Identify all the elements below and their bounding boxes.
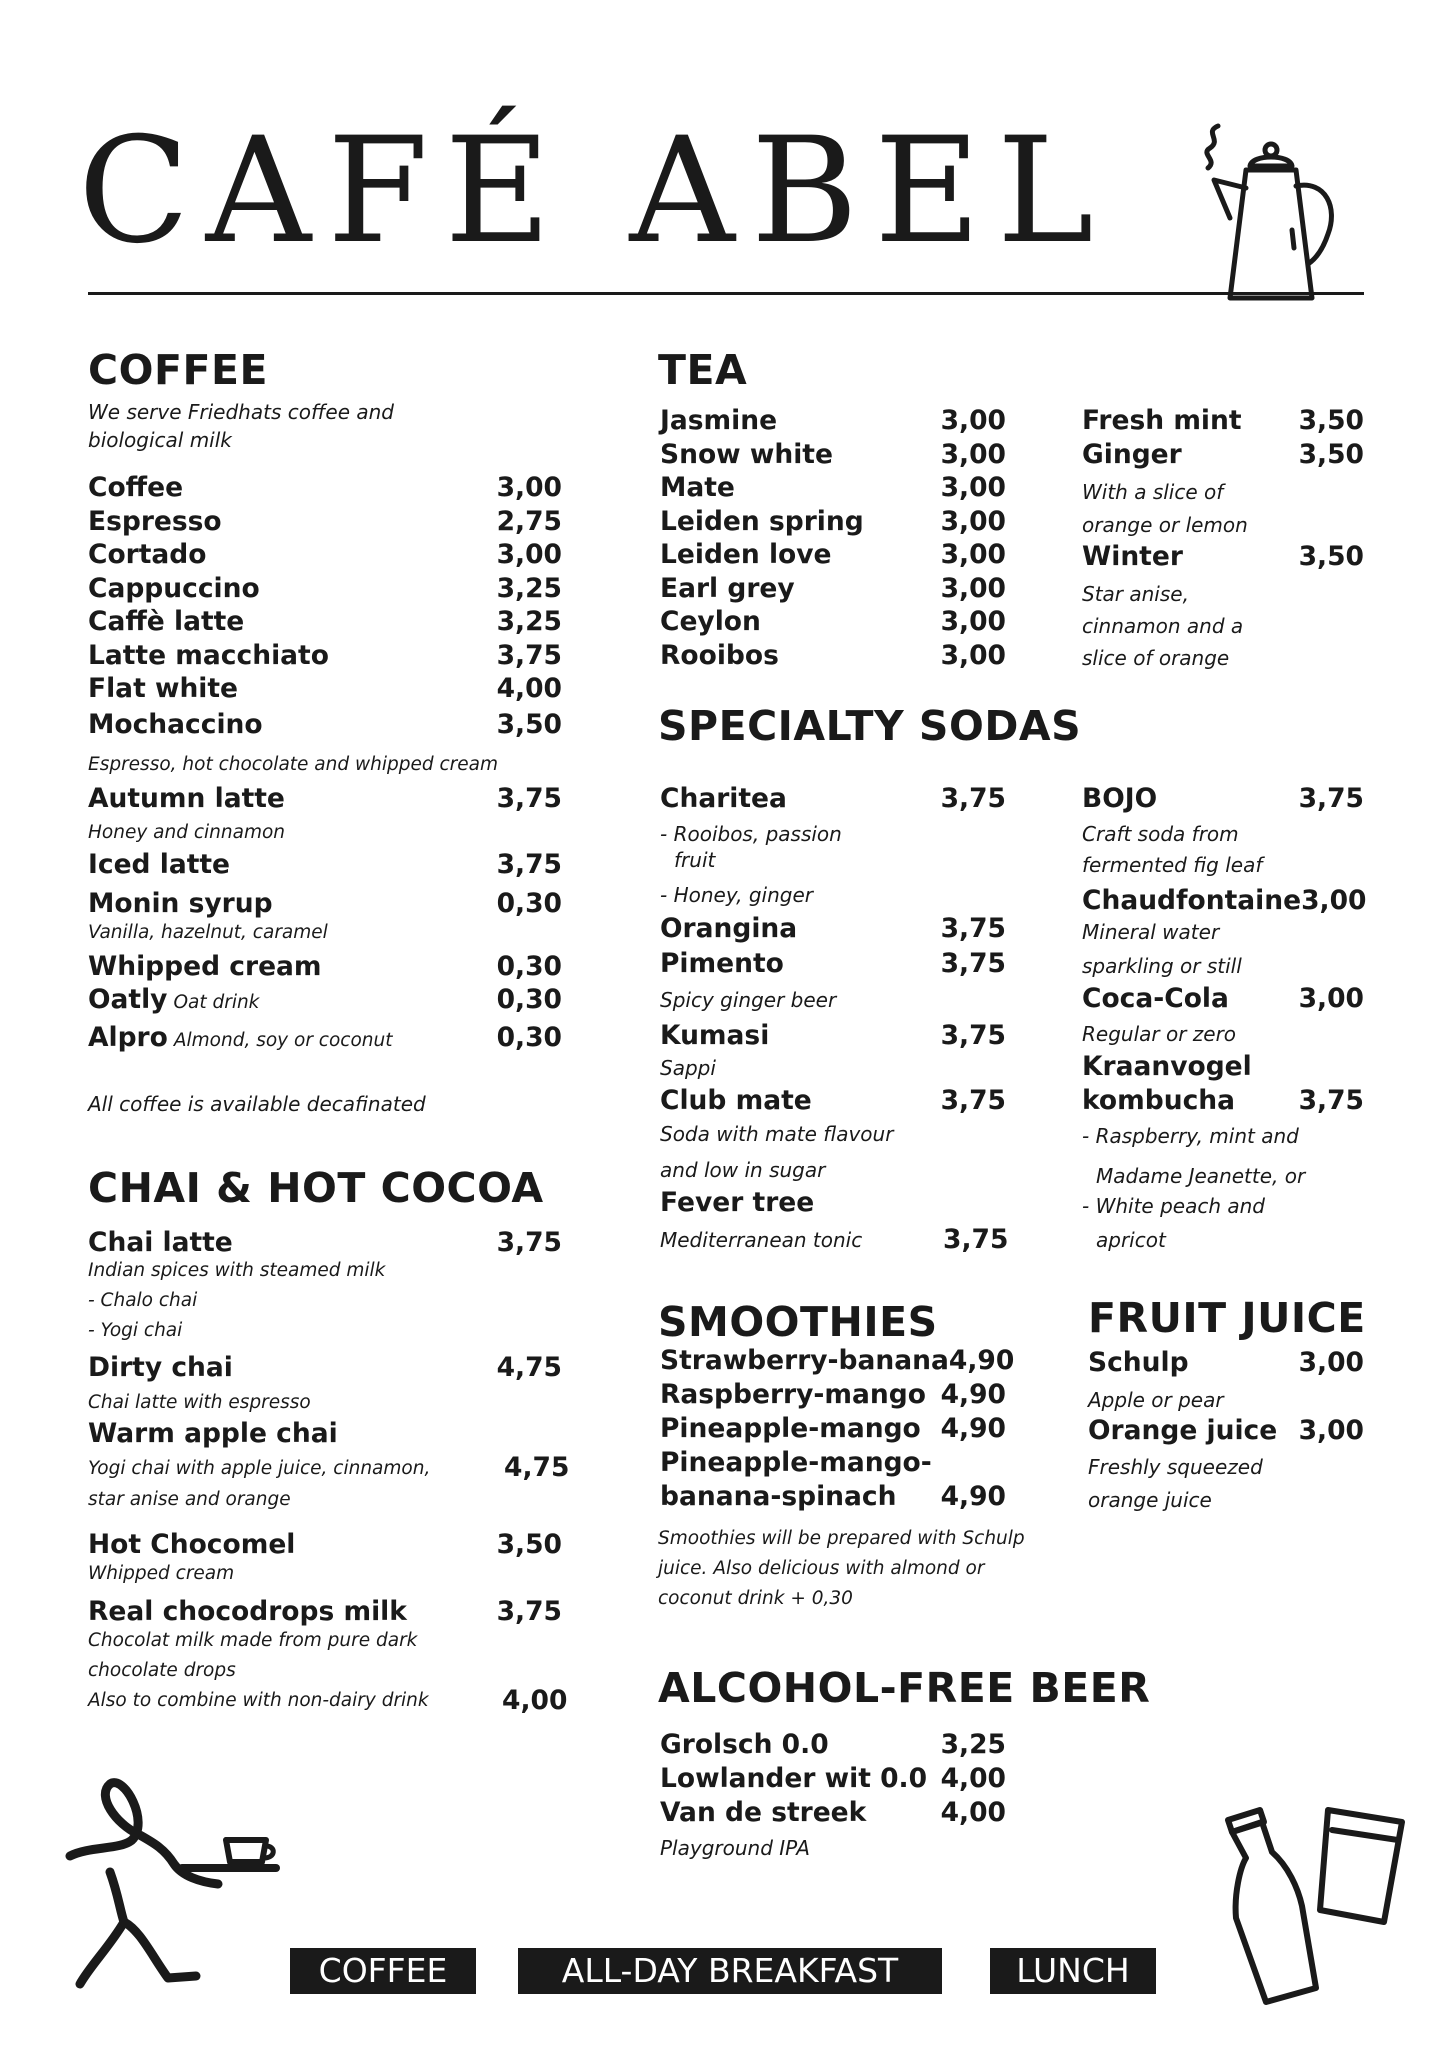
item-description: Vanilla, hazelnut, caramel (88, 922, 328, 943)
menu-item: Oatly Oat drink 0,30 (88, 984, 562, 1015)
juice-heading: FRUIT JUICE (1088, 1294, 1366, 1342)
menu-item: Monin syrup 0,30 (88, 888, 562, 919)
menu-item: Coca-Cola 3,00 (1082, 983, 1364, 1014)
menu-item: Mate 3,00 (660, 472, 1006, 503)
item-description: Yogi chai with apple juice, cinnamon, (88, 1458, 431, 1479)
menu-item: Fever tree (660, 1187, 815, 1218)
menu-item: banana-spinach 4,90 (660, 1481, 1006, 1512)
menu-item: Kumasi 3,75 (660, 1020, 1006, 1051)
item-description: cinnamon and a (1082, 614, 1244, 638)
smoothies-list (660, 1345, 1015, 1450)
sodas-heading: SPECIALTY SODAS (658, 702, 1082, 750)
menu-item: Chaudfontaine 3,00 (1082, 885, 1367, 916)
item-option: - Yogi chai (88, 1320, 183, 1341)
menu-item: Autumn latte 3,75 (88, 783, 562, 814)
menu-item: Cappuccino 3,25 (88, 572, 562, 604)
footer-breakfast-tab[interactable]: ALL-DAY BREAKFAST (518, 1948, 942, 1994)
decaf-note: All coffee is available decafinated (88, 1092, 426, 1116)
menu-item: Coffee 3,00 (88, 472, 562, 503)
item-description: Whipped cream (88, 1563, 235, 1584)
item-description: With a slice of (1082, 480, 1224, 504)
menu-item: Mochaccino 3,50 (88, 709, 562, 740)
menu-item: Club mate 3,75 (660, 1085, 1006, 1116)
menu-item: Espresso 2,75 (88, 505, 562, 537)
coffee-intro: biological milk (88, 428, 232, 452)
glass-icon (1310, 1800, 1410, 1930)
item-description: Star anise, (1082, 582, 1189, 606)
menu-item: Hot Chocomel 3,50 (88, 1529, 562, 1560)
menu-item: Strawberry-banana 4,90 (660, 1345, 1015, 1376)
menu-item: Pineapple-mango 4,90 (660, 1413, 1006, 1444)
menu-item: Alpro Almond, soy or coconut 0,30 (88, 1022, 562, 1053)
smoothies-note: Smoothies will be prepared with Schulp (658, 1528, 1025, 1549)
footer-coffee-tab[interactable]: COFFEE (290, 1948, 476, 1994)
menu-item: Latte macchiato 3,75 (88, 639, 562, 671)
menu-item: Orangina 3,75 (660, 913, 1006, 944)
item-description: Chocolat milk made from pure dark (88, 1630, 418, 1651)
menu-item: Chai latte 3,75 (88, 1227, 562, 1258)
item-description: Espresso, hot chocolate and whipped cream (88, 754, 498, 775)
menu-item: Jasmine 3,00 (660, 405, 1006, 436)
item-description: Craft soda from (1082, 822, 1239, 846)
item-option: fruit (674, 848, 716, 872)
menu-item: Flat white 4,00 (88, 673, 562, 704)
item-price: 4,75 (504, 1452, 570, 1483)
item-option: apricot (1096, 1228, 1166, 1252)
menu-item: kombucha 3,75 (1082, 1085, 1364, 1116)
item-description: Spicy ginger beer (660, 988, 837, 1012)
smoothies-note: coconut drink + 0,30 (658, 1588, 853, 1609)
item-option: - White peach and (1082, 1194, 1265, 1218)
menu-item: Caffè latte 3,25 (88, 606, 562, 637)
menu-item: Real chocodrops milk 3,75 (88, 1596, 562, 1627)
item-description: Indian spices with steamed milk (88, 1260, 386, 1281)
coffee-intro: We serve Friedhats coffee and (88, 400, 394, 424)
running-waiter-icon (40, 1760, 290, 1996)
item-price: 4,00 (502, 1685, 568, 1716)
menu-item: Pimento 3,75 (660, 948, 1006, 979)
item-description: Regular or zero (1082, 1022, 1237, 1046)
menu-item: BOJO 3,75 (1082, 783, 1364, 814)
coffee-list (88, 472, 562, 746)
item-description: Mediterranean tonic (660, 1228, 863, 1252)
menu-item: Rooibos 3,00 (660, 639, 1006, 671)
menu-item: Lowlander wit 0.0 4,00 (660, 1763, 1006, 1794)
menu-item: Schulp 3,00 (1088, 1347, 1364, 1378)
item-price: 3,75 (943, 1224, 1009, 1255)
item-description: star anise and orange (88, 1489, 291, 1510)
item-description: chocolate drops (88, 1660, 236, 1681)
item-option: - Rooibos, passion (660, 822, 842, 846)
menu-item: Ginger 3,50 (1082, 439, 1364, 470)
coffee-pot-icon (1196, 118, 1346, 318)
coffee-heading: COFFEE (88, 346, 268, 394)
item-description: Playground IPA (660, 1836, 810, 1860)
item-option: - Chalo chai (88, 1290, 198, 1311)
item-description: Freshly squeezed (1088, 1455, 1263, 1479)
item-option: Madame Jeanette, or (1096, 1164, 1306, 1188)
tea-heading: TEA (658, 346, 748, 394)
item-description: Apple or pear (1088, 1388, 1224, 1412)
menu-item: Charitea 3,75 (660, 783, 1006, 814)
item-description: Also to combine with non-dairy drink (88, 1690, 429, 1711)
beer-heading: ALCOHOL-FREE BEER (658, 1664, 1151, 1712)
menu-item: Warm apple chai (88, 1418, 338, 1449)
item-option: - Raspberry, mint and (1082, 1124, 1299, 1148)
menu-item: Cortado 3,00 (88, 539, 562, 570)
item-description: Chai latte with espresso (88, 1392, 311, 1413)
smoothies-note: juice. Also delicious with almond or (658, 1558, 985, 1579)
item-description: Mineral water (1082, 920, 1220, 944)
menu-item: Leiden spring 3,00 (660, 505, 1006, 537)
item-description: fermented fig leaf (1082, 853, 1263, 877)
menu-item: Leiden love 3,00 (660, 539, 1006, 570)
item-description: slice of orange (1082, 646, 1230, 670)
beer-list (660, 1729, 1006, 1834)
item-description: Sappi (660, 1056, 716, 1080)
footer-lunch-tab[interactable]: LUNCH (990, 1948, 1156, 1994)
item-description: and low in sugar (660, 1158, 826, 1182)
item-description: sparkling or still (1082, 954, 1242, 978)
menu-item: Van de streek 4,00 (660, 1797, 1006, 1828)
item-description: Honey and cinnamon (88, 822, 286, 843)
tea-list (660, 405, 1006, 676)
menu-item: Dirty chai 4,75 (88, 1352, 562, 1383)
menu-item: Ceylon 3,00 (660, 606, 1006, 637)
menu-item: Kraanvogel (1082, 1051, 1252, 1082)
menu-item: Winter 3,50 (1082, 541, 1364, 572)
menu-item: Orange juice 3,00 (1088, 1415, 1364, 1446)
cafe-title: CAFÉ ABEL (78, 106, 1110, 276)
item-option: - Honey, ginger (660, 883, 813, 907)
smoothies-heading: SMOOTHIES (658, 1298, 938, 1346)
menu-item: Raspberry-mango 4,90 (660, 1379, 1006, 1410)
item-description: orange juice (1088, 1488, 1212, 1512)
menu-item: Earl grey 3,00 (660, 572, 1006, 604)
menu-item: Snow white 3,00 (660, 438, 1006, 470)
item-description: Soda with mate flavour (660, 1122, 894, 1146)
menu-item: Pineapple-mango- (660, 1447, 932, 1478)
menu-item: Whipped cream 0,30 (88, 951, 562, 982)
item-description: orange or lemon (1082, 513, 1248, 537)
header-rule (88, 292, 1364, 295)
menu-item: Grolsch 0.0 3,25 (660, 1729, 1006, 1760)
menu-item: Fresh mint 3,50 (1082, 405, 1364, 436)
menu-item: Iced latte 3,75 (88, 849, 562, 880)
chai-heading: CHAI & HOT COCOA (88, 1164, 544, 1212)
